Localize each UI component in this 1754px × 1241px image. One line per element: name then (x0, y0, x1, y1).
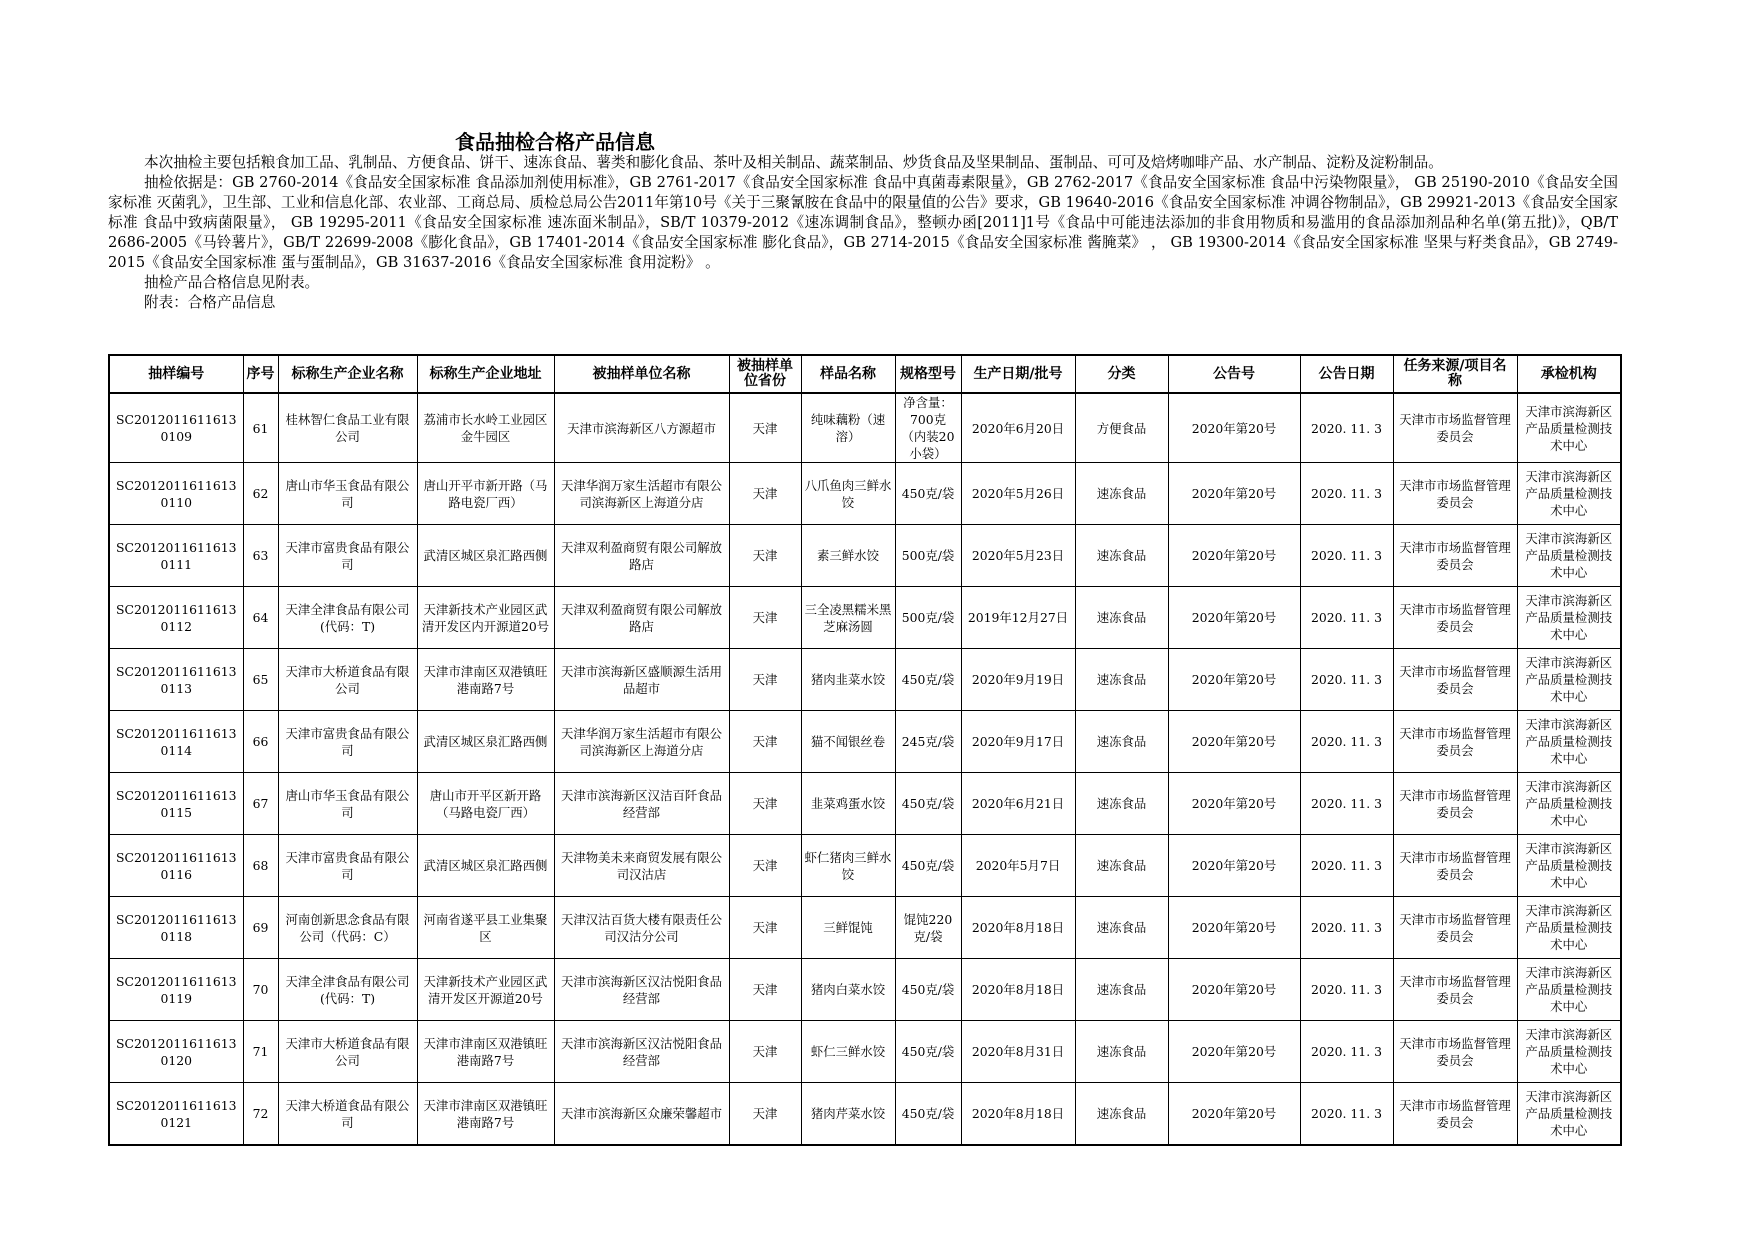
table-row (109, 463, 1621, 525)
cell-specification: 245克/袋 (895, 711, 961, 773)
cell-sampled-unit-province: 天津 (729, 959, 801, 1021)
cell-category: 速冻食品 (1075, 525, 1168, 587)
cell-serial-no: 69 (243, 897, 278, 959)
cell-manufacturer-address: 河南省遂平县工业集聚区 (417, 897, 554, 959)
cell-announcement-date: 2020. 11. 3 (1300, 711, 1393, 773)
cell-announcement-no: 2020年第20号 (1168, 587, 1300, 649)
cell-sample-id: SC20120116116130116 (109, 835, 243, 897)
cell-announcement-no: 2020年第20号 (1168, 1083, 1300, 1146)
cell-sample-id: SC20120116116130114 (109, 711, 243, 773)
cell-specification: 450克/袋 (895, 959, 961, 1021)
cell-specification: 450克/袋 (895, 1021, 961, 1083)
cell-manufacturer-address: 天津市津南区双港镇旺港南路7号 (417, 1083, 554, 1146)
cell-sampled-unit-province: 天津 (729, 525, 801, 587)
table-row (109, 1021, 1621, 1083)
cell-announcement-date: 2020. 11. 3 (1300, 835, 1393, 897)
cell-manufacturer-name: 天津市大桥道食品有限公司 (278, 649, 417, 711)
cell-manufacturer-address: 荔浦市长水岭工业园区金牛园区 (417, 393, 554, 463)
cell-sampled-unit-province: 天津 (729, 649, 801, 711)
cell-production-date: 2020年6月21日 (961, 773, 1075, 835)
cell-sample-name: 虾仁猪肉三鲜水饺 (801, 835, 895, 897)
cell-testing-institution: 天津市滨海新区产品质量检测技术中心 (1517, 1083, 1621, 1146)
cell-sampled-unit-name: 天津市滨海新区汉沽悦阳食品经营部 (554, 959, 729, 1021)
cell-manufacturer-name: 天津大桥道食品有限公司 (278, 1083, 417, 1146)
cell-sample-name: 纯味藕粉（速溶） (801, 393, 895, 463)
cell-production-date: 2020年9月17日 (961, 711, 1075, 773)
cell-sample-name: 三全凌黑糯米黑芝麻汤圆 (801, 587, 895, 649)
cell-category: 速冻食品 (1075, 1021, 1168, 1083)
scope-paragraph: 本次抽检主要包括粮食加工品、乳制品、方便食品、饼干、速冻食品、薯类和膨化食品、茶叶及相关制品、蔬菜制品、炒货食品及坚果制品、蛋制品、可可及焙烤咖啡产品、水产制品、淀粉及淀粉制品。 (144, 154, 1443, 171)
cell-sampled-unit-name: 天津双利盈商贸有限公司解放路店 (554, 525, 729, 587)
cell-category: 速冻食品 (1075, 897, 1168, 959)
column-header-manufacturer-address: 标称生产企业地址 (417, 355, 554, 393)
cell-specification: 450克/袋 (895, 1083, 961, 1146)
column-header-manufacturer-name: 标称生产企业名称 (278, 355, 417, 393)
cell-production-date: 2020年8月18日 (961, 959, 1075, 1021)
cell-sample-name: 猪肉白菜水饺 (801, 959, 895, 1021)
cell-category: 速冻食品 (1075, 835, 1168, 897)
cell-sampled-unit-province: 天津 (729, 835, 801, 897)
cell-manufacturer-address: 天津新技术产业园区武清开发区内开源道20号 (417, 587, 554, 649)
column-header-serial-no: 序号 (243, 355, 278, 393)
cell-serial-no: 70 (243, 959, 278, 1021)
cell-sampled-unit-name: 天津市滨海新区八方源超市 (554, 393, 729, 463)
cell-task-source: 天津市市场监督管理委员会 (1393, 649, 1517, 711)
cell-announcement-no: 2020年第20号 (1168, 711, 1300, 773)
cell-manufacturer-name: 天津市富贵食品有限公司 (278, 835, 417, 897)
cell-manufacturer-name: 唐山市华玉食品有限公司 (278, 463, 417, 525)
cell-sample-name: 猪肉芹菜水饺 (801, 1083, 895, 1146)
cell-task-source: 天津市市场监督管理委员会 (1393, 897, 1517, 959)
cell-production-date: 2020年5月7日 (961, 835, 1075, 897)
cell-testing-institution: 天津市滨海新区产品质量检测技术中心 (1517, 463, 1621, 525)
column-header-announcement-no: 公告号 (1168, 355, 1300, 393)
cell-specification: 450克/袋 (895, 463, 961, 525)
cell-sample-id: SC20120116116130118 (109, 897, 243, 959)
cell-manufacturer-address: 天津市津南区双港镇旺港南路7号 (417, 1021, 554, 1083)
cell-serial-no: 63 (243, 525, 278, 587)
cell-announcement-date: 2020. 11. 3 (1300, 959, 1393, 1021)
cell-sampled-unit-name: 天津双利盈商贸有限公司解放路店 (554, 587, 729, 649)
cell-specification: 馄饨220克/袋 (895, 897, 961, 959)
cell-announcement-no: 2020年第20号 (1168, 463, 1300, 525)
qualified-products-table (108, 354, 1622, 1146)
cell-task-source: 天津市市场监督管理委员会 (1393, 773, 1517, 835)
cell-serial-no: 67 (243, 773, 278, 835)
cell-testing-institution: 天津市滨海新区产品质量检测技术中心 (1517, 525, 1621, 587)
cell-sampled-unit-province: 天津 (729, 587, 801, 649)
attachment-label: 附表：合格产品信息 (144, 294, 276, 311)
column-header-sampled-unit-name: 被抽样单位名称 (554, 355, 729, 393)
cell-specification: 450克/袋 (895, 773, 961, 835)
cell-specification: 净含量：700克（内装20小袋） (895, 393, 961, 463)
cell-sample-name: 韭菜鸡蛋水饺 (801, 773, 895, 835)
cell-announcement-date: 2020. 11. 3 (1300, 773, 1393, 835)
cell-manufacturer-address: 唐山市开平区新开路（马路电瓷厂西） (417, 773, 554, 835)
cell-sampled-unit-province: 天津 (729, 1083, 801, 1146)
page-title: 食品抽检合格产品信息 (455, 130, 655, 154)
cell-manufacturer-name: 天津市大桥道食品有限公司 (278, 1021, 417, 1083)
cell-announcement-no: 2020年第20号 (1168, 959, 1300, 1021)
cell-sampled-unit-name: 天津市滨海新区众廉荣馨超市 (554, 1083, 729, 1146)
cell-sample-id: SC20120116116130109 (109, 393, 243, 463)
cell-sampled-unit-name: 天津市滨海新区盛顺源生活用品超市 (554, 649, 729, 711)
column-header-production-date: 生产日期/批号 (961, 355, 1075, 393)
cell-category: 速冻食品 (1075, 1083, 1168, 1146)
cell-specification: 450克/袋 (895, 649, 961, 711)
cell-manufacturer-name: 天津市富贵食品有限公司 (278, 525, 417, 587)
cell-manufacturer-address: 武清区城区泉汇路西侧 (417, 835, 554, 897)
cell-manufacturer-name: 天津市富贵食品有限公司 (278, 711, 417, 773)
intro-text (108, 153, 1618, 313)
cell-testing-institution: 天津市滨海新区产品质量检测技术中心 (1517, 649, 1621, 711)
cell-specification: 500克/袋 (895, 587, 961, 649)
cell-category: 速冻食品 (1075, 649, 1168, 711)
cell-announcement-date: 2020. 11. 3 (1300, 587, 1393, 649)
cell-category: 速冻食品 (1075, 773, 1168, 835)
cell-announcement-date: 2020. 11. 3 (1300, 525, 1393, 587)
cell-category: 方便食品 (1075, 393, 1168, 463)
cell-sample-name: 素三鲜水饺 (801, 525, 895, 587)
column-header-task-source: 任务来源/项目名称 (1393, 355, 1517, 393)
cell-sample-id: SC20120116116130113 (109, 649, 243, 711)
cell-sampled-unit-province: 天津 (729, 1021, 801, 1083)
cell-production-date: 2020年9月19日 (961, 649, 1075, 711)
cell-manufacturer-name: 天津全津食品有限公司(代码：T) (278, 587, 417, 649)
cell-manufacturer-address: 唐山开平市新开路（马路电瓷厂西） (417, 463, 554, 525)
cell-sample-name: 猫不闻银丝卷 (801, 711, 895, 773)
cell-announcement-date: 2020. 11. 3 (1300, 393, 1393, 463)
cell-announcement-no: 2020年第20号 (1168, 773, 1300, 835)
cell-manufacturer-name: 唐山市华玉食品有限公司 (278, 773, 417, 835)
cell-production-date: 2020年8月18日 (961, 897, 1075, 959)
cell-production-date: 2019年12月27日 (961, 587, 1075, 649)
table-row (109, 649, 1621, 711)
cell-production-date: 2020年8月18日 (961, 1083, 1075, 1146)
cell-sample-name: 八爪鱼肉三鲜水饺 (801, 463, 895, 525)
cell-testing-institution: 天津市滨海新区产品质量检测技术中心 (1517, 897, 1621, 959)
basis-paragraph: 抽检依据是：GB 2760-2014《食品安全国家标准 食品添加剂使用标准》，GB 2761-2017《食品安全国家标准 食品中真菌毒素限量》，GB 2762-2017《食品安全国家标准 食品中污染物限量》， GB 25190-2010《食品安全国家标准 灭菌乳》，卫生部、工业和信息化部、农业部、工商总局、质检总局公告2011年第10号《关于三聚氰胺在食品中的限量值的公告》要求，GB 19640-2016《食品安全国家标准 冲调谷物制品》，GB 29921-2013《食品安全国家标准 食品中致病菌限量》， GB 19295-2011《食品安全国家标准 速冻面米制品》，SB/T 10379-2012《速冻调制食品》，整顿办函[2011]1号《食品中可能违法添加的非食用物质和易滥用的食品添加剂品种名单(第五批)》，QB/T 2686-2005《马铃薯片》，GB/T 22699-2008《膨化食品》，GB 17401-2014《食品安全国家标准 膨化食品》，GB 2714-2015《食品安全国家标准 酱腌菜》 ， GB 19300-2014《食品安全国家标准 坚果与籽类食品》，GB 2749-2015《食品安全国家标准 蛋与蛋制品》，GB 31637-2016《食品安全国家标准 食用淀粉》 。 (108, 174, 1618, 271)
cell-task-source: 天津市市场监督管理委员会 (1393, 959, 1517, 1021)
cell-category: 速冻食品 (1075, 587, 1168, 649)
cell-sample-id: SC20120116116130115 (109, 773, 243, 835)
cell-production-date: 2020年5月26日 (961, 463, 1075, 525)
cell-manufacturer-address: 武清区城区泉汇路西侧 (417, 711, 554, 773)
cell-testing-institution: 天津市滨海新区产品质量检测技术中心 (1517, 835, 1621, 897)
cell-announcement-no: 2020年第20号 (1168, 897, 1300, 959)
table-row (109, 393, 1621, 463)
cell-task-source: 天津市市场监督管理委员会 (1393, 1021, 1517, 1083)
cell-serial-no: 72 (243, 1083, 278, 1146)
table-body (109, 393, 1621, 1145)
cell-announcement-no: 2020年第20号 (1168, 525, 1300, 587)
cell-specification: 450克/袋 (895, 835, 961, 897)
cell-task-source: 天津市市场监督管理委员会 (1393, 393, 1517, 463)
cell-sampled-unit-name: 天津汉沽百货大楼有限责任公司汉沽分公司 (554, 897, 729, 959)
cell-announcement-date: 2020. 11. 3 (1300, 649, 1393, 711)
cell-manufacturer-name: 河南创新思念食品有限公司（代码：C） (278, 897, 417, 959)
column-header-category: 分类 (1075, 355, 1168, 393)
cell-sample-id: SC20120116116130121 (109, 1083, 243, 1146)
cell-sample-name: 三鲜馄饨 (801, 897, 895, 959)
cell-manufacturer-name: 天津全津食品有限公司(代码：T) (278, 959, 417, 1021)
cell-production-date: 2020年8月31日 (961, 1021, 1075, 1083)
column-header-sample-id: 抽样编号 (109, 355, 243, 393)
table-row (109, 959, 1621, 1021)
cell-sample-id: SC20120116116130119 (109, 959, 243, 1021)
cell-serial-no: 61 (243, 393, 278, 463)
cell-serial-no: 62 (243, 463, 278, 525)
cell-sample-id: SC20120116116130112 (109, 587, 243, 649)
cell-sample-name: 猪肉韭菜水饺 (801, 649, 895, 711)
cell-serial-no: 64 (243, 587, 278, 649)
column-header-specification: 规格型号 (895, 355, 961, 393)
table-row (109, 773, 1621, 835)
cell-category: 速冻食品 (1075, 959, 1168, 1021)
cell-sampled-unit-province: 天津 (729, 897, 801, 959)
column-header-announcement-date: 公告日期 (1300, 355, 1393, 393)
cell-sample-name: 虾仁三鲜水饺 (801, 1021, 895, 1083)
table-row (109, 835, 1621, 897)
column-header-sampled-unit-province: 被抽样单位省份 (729, 355, 801, 393)
cell-sampled-unit-name: 天津市滨海新区汉洁百阡食品经营部 (554, 773, 729, 835)
cell-testing-institution: 天津市滨海新区产品质量检测技术中心 (1517, 1021, 1621, 1083)
column-header-testing-institution: 承检机构 (1517, 355, 1621, 393)
cell-manufacturer-name: 桂林智仁食品工业有限公司 (278, 393, 417, 463)
cell-sample-id: SC20120116116130120 (109, 1021, 243, 1083)
cell-task-source: 天津市市场监督管理委员会 (1393, 711, 1517, 773)
cell-serial-no: 65 (243, 649, 278, 711)
cell-task-source: 天津市市场监督管理委员会 (1393, 1083, 1517, 1146)
cell-sampled-unit-name: 天津华润万家生活超市有限公司滨海新区上海道分店 (554, 463, 729, 525)
table-header-row (109, 355, 1621, 393)
cell-task-source: 天津市市场监督管理委员会 (1393, 835, 1517, 897)
table-row (109, 587, 1621, 649)
cell-sampled-unit-province: 天津 (729, 393, 801, 463)
cell-testing-institution: 天津市滨海新区产品质量检测技术中心 (1517, 711, 1621, 773)
cell-sample-id: SC20120116116130110 (109, 463, 243, 525)
cell-sample-id: SC20120116116130111 (109, 525, 243, 587)
cell-category: 速冻食品 (1075, 463, 1168, 525)
cell-announcement-date: 2020. 11. 3 (1300, 1021, 1393, 1083)
cell-sampled-unit-province: 天津 (729, 711, 801, 773)
cell-announcement-no: 2020年第20号 (1168, 393, 1300, 463)
cell-sampled-unit-name: 天津市滨海新区汉沽悦阳食品经营部 (554, 1021, 729, 1083)
cell-testing-institution: 天津市滨海新区产品质量检测技术中心 (1517, 393, 1621, 463)
cell-announcement-no: 2020年第20号 (1168, 1021, 1300, 1083)
cell-serial-no: 68 (243, 835, 278, 897)
cell-announcement-no: 2020年第20号 (1168, 649, 1300, 711)
table-row (109, 525, 1621, 587)
cell-production-date: 2020年6月20日 (961, 393, 1075, 463)
column-header-sample-name: 样品名称 (801, 355, 895, 393)
see-attachment-paragraph: 抽检产品合格信息见附表。 (144, 274, 320, 291)
cell-announcement-no: 2020年第20号 (1168, 835, 1300, 897)
cell-testing-institution: 天津市滨海新区产品质量检测技术中心 (1517, 959, 1621, 1021)
cell-announcement-date: 2020. 11. 3 (1300, 897, 1393, 959)
cell-task-source: 天津市市场监督管理委员会 (1393, 587, 1517, 649)
cell-manufacturer-address: 天津市津南区双港镇旺港南路7号 (417, 649, 554, 711)
cell-announcement-date: 2020. 11. 3 (1300, 1083, 1393, 1146)
cell-serial-no: 66 (243, 711, 278, 773)
table-row (109, 1083, 1621, 1146)
cell-sampled-unit-province: 天津 (729, 773, 801, 835)
cell-production-date: 2020年5月23日 (961, 525, 1075, 587)
cell-announcement-date: 2020. 11. 3 (1300, 463, 1393, 525)
cell-sampled-unit-name: 天津华润万家生活超市有限公司滨海新区上海道分店 (554, 711, 729, 773)
cell-sampled-unit-province: 天津 (729, 463, 801, 525)
cell-category: 速冻食品 (1075, 711, 1168, 773)
cell-serial-no: 71 (243, 1021, 278, 1083)
cell-testing-institution: 天津市滨海新区产品质量检测技术中心 (1517, 587, 1621, 649)
cell-sampled-unit-name: 天津物美未来商贸发展有限公司汉沽店 (554, 835, 729, 897)
cell-testing-institution: 天津市滨海新区产品质量检测技术中心 (1517, 773, 1621, 835)
cell-task-source: 天津市市场监督管理委员会 (1393, 463, 1517, 525)
cell-manufacturer-address: 武清区城区泉汇路西侧 (417, 525, 554, 587)
cell-specification: 500克/袋 (895, 525, 961, 587)
table-row (109, 711, 1621, 773)
cell-manufacturer-address: 天津新技术产业园区武清开发区开源道20号 (417, 959, 554, 1021)
cell-task-source: 天津市市场监督管理委员会 (1393, 525, 1517, 587)
table-row (109, 897, 1621, 959)
